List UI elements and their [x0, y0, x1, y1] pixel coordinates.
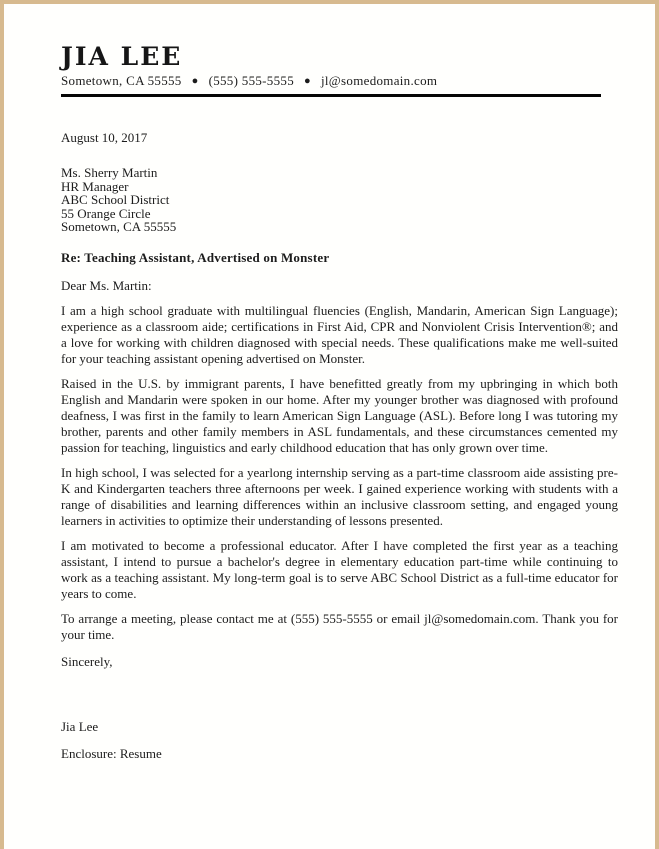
recipient-title: HR Manager [61, 178, 129, 194]
contact-line [61, 73, 618, 89]
sender-phone: (555) 555-5555 [208, 73, 294, 88]
bullet-separator-icon: ● [304, 75, 311, 87]
recipient-street: 55 Orange Circle [61, 205, 151, 221]
letter-date: August 10, 2017 [61, 130, 148, 145]
signature-name: Jia Lee [61, 718, 99, 734]
salutation: Dear Ms. Martin: [61, 277, 152, 293]
recipient-organization: ABC School District [61, 192, 170, 207]
sender-email: jl@somedomain.com [320, 73, 438, 88]
enclosure-note: Enclosure: Resume [61, 745, 162, 761]
letter-content [4, 4, 655, 762]
recipient-address-block [61, 166, 618, 234]
closing: Sincerely, [61, 653, 113, 669]
letterhead [61, 44, 618, 97]
body-paragraph: I am motivated to become a professional educator. After I have completed the first year as a teaching assistant, I intend to pursue a bachelor's degree in elementary education part-time while continuing to work as a teaching assistant. My long-term goal is to serve ABC School District as a full-time educator for years to come. [61, 537, 618, 601]
subject-line: Re: Teaching Assistant, Advertised on Monster [61, 249, 330, 265]
sender-name: JIA LEE [61, 42, 183, 71]
recipient-name: Ms. Sherry Martin [61, 165, 158, 180]
body-paragraph: In high school, I was selected for a yearlong internship serving as a part-time classroom aide assisting pre-K and Kindergarten teachers three afternoons per week. I gained experience working with students with a range of disabilities and learning differences within an inclusive classroom setting, and engaged young learners in activities to optimize their understanding of lessons presented. [61, 464, 618, 528]
sender-location: Sometown, CA 55555 [61, 73, 182, 88]
body-paragraph: To arrange a meeting, please contact me at (555) 555-5555 or email jl@somedomain.com. Thank you for your time. [61, 610, 618, 642]
body-paragraph: I am a high school graduate with multilingual fluencies (English, Mandarin, American Sign Language); experience as a classroom aide; certifications in First Aid, CPR and Nonviolent Crisis Intervention®; and a love for working with children diagnosed with special needs. These qualifications make me well-suited for your teaching assistant opening advertised on Monster. [61, 302, 618, 366]
recipient-city: Sometown, CA 55555 [61, 219, 177, 234]
body-paragraph: Raised in the U.S. by immigrant parents, I have benefitted greatly from my upbringing in which both English and Mandarin were spoken in our home. After my younger brother was diagnosed with profound deafness, I was first in the family to learn American Sign Language (ASL). Before long I was tutoring my brother, parents and other family members in ASL fundamentals, and these circumstances cemented my passion for teaching, linguistics and early childhood education that has only grown over time. [61, 375, 618, 455]
header-divider [61, 94, 601, 97]
bullet-separator-icon: ● [191, 75, 199, 87]
